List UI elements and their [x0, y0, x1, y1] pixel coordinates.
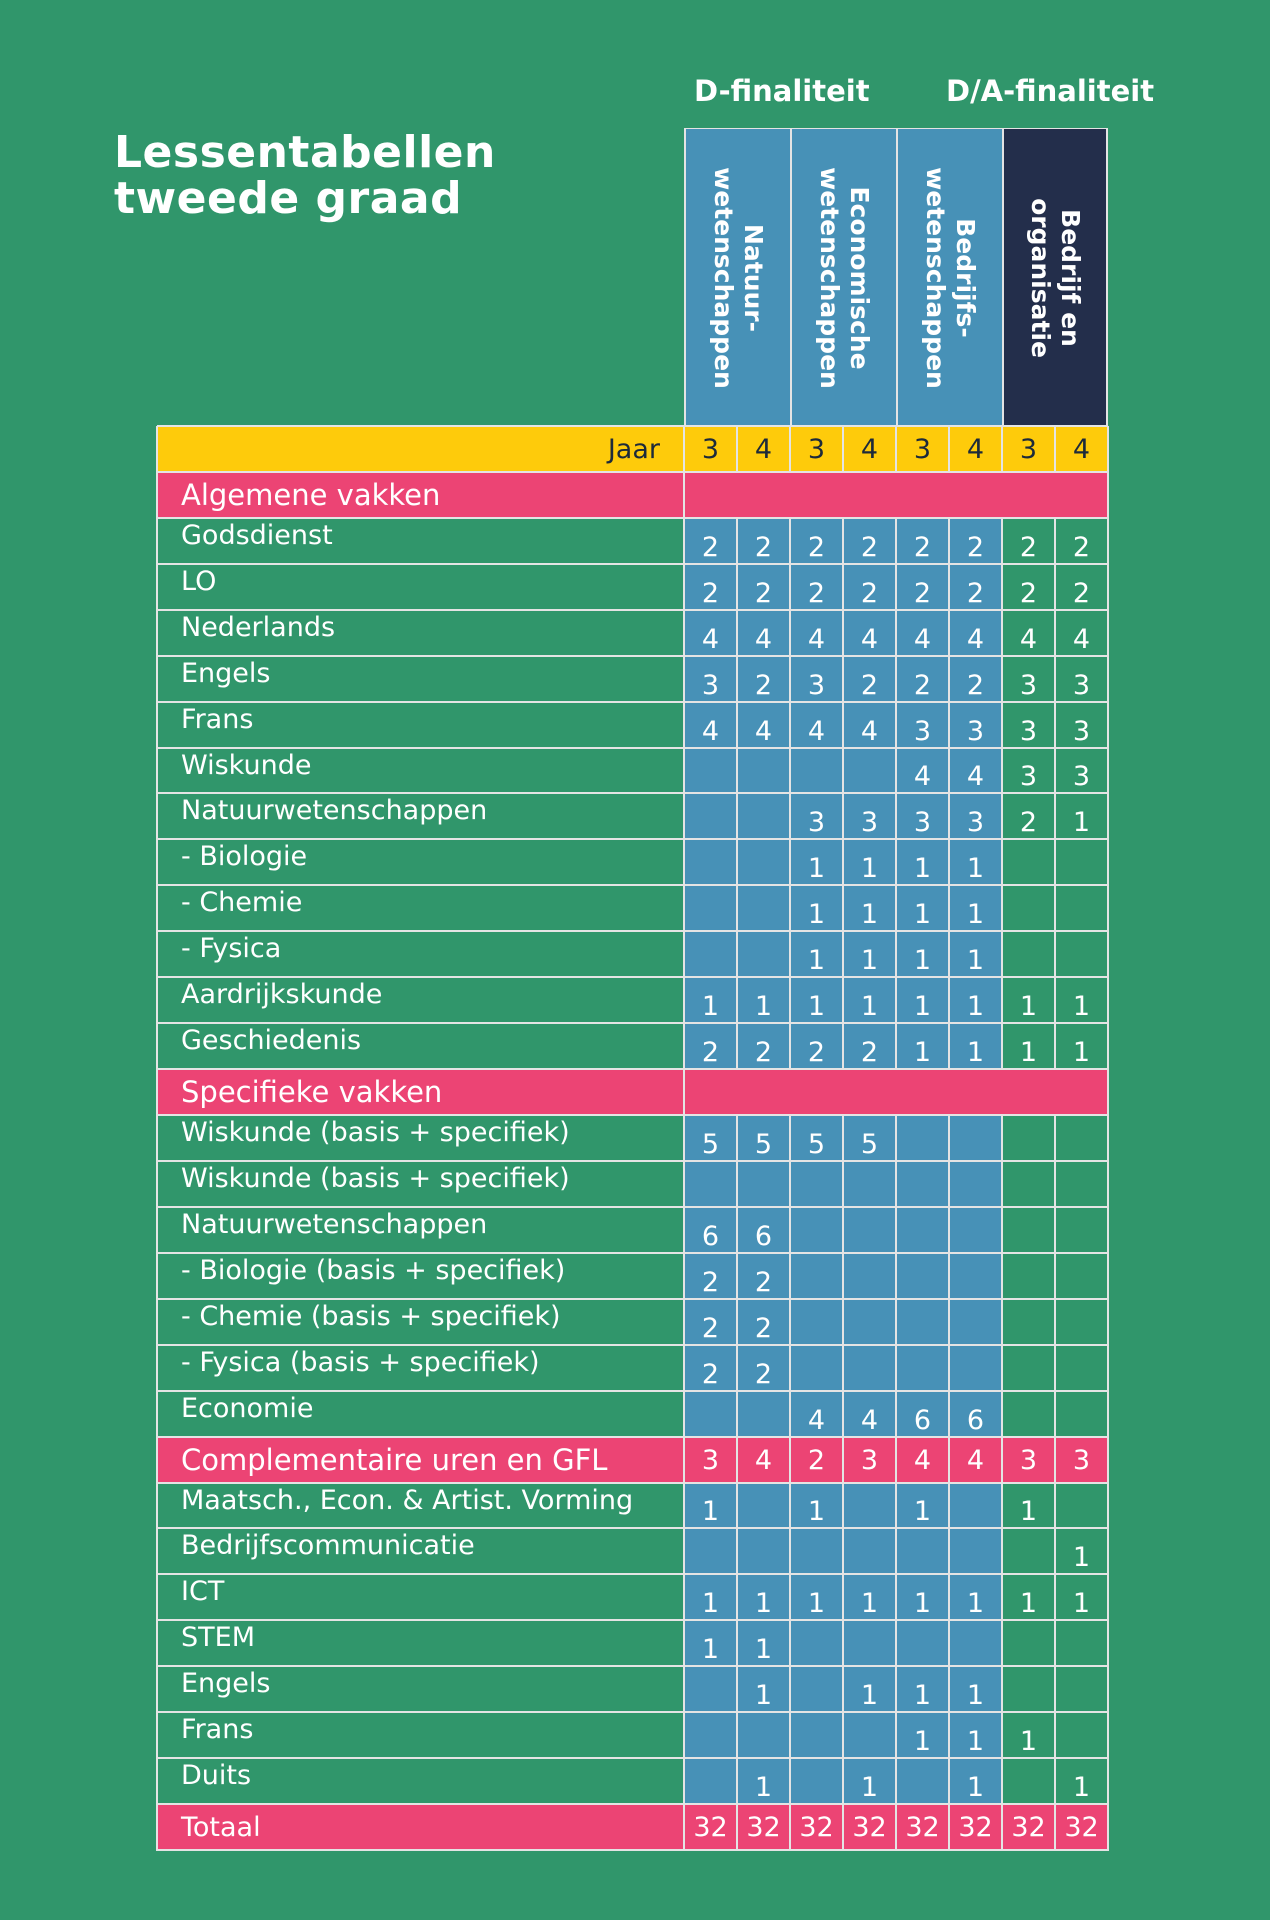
row-label: - Biologie: [181, 841, 308, 872]
page-title: [114, 127, 496, 224]
row-divider: [157, 1436, 1108, 1438]
table-row-year: [157, 426, 1108, 472]
table-cell: 2: [896, 656, 949, 708]
table-cell: 1: [684, 1574, 737, 1626]
table-cell: 4: [737, 702, 790, 754]
table-cell: 2: [1002, 518, 1055, 570]
column-header-text: [708, 129, 768, 426]
column-divider: [948, 426, 950, 1851]
row-label: Godsdienst: [181, 520, 333, 551]
table-cell: 6: [684, 1207, 737, 1259]
table-cell: 1: [896, 1023, 949, 1075]
table-row: [157, 1574, 1108, 1620]
row-label: STEM: [181, 1622, 255, 1653]
table-cell: 2: [1002, 564, 1055, 616]
table-cell: 2: [843, 1023, 896, 1075]
table-row: [157, 564, 1108, 610]
table-cell: 1: [896, 1483, 949, 1534]
row-label: Maatsch., Econ. & Artist. Vorming: [181, 1485, 634, 1516]
row-divider: [157, 1711, 1108, 1713]
row-label: Engels: [181, 658, 271, 689]
table-row: [157, 1253, 1108, 1299]
table-cell: 2: [737, 1345, 790, 1397]
table-row-total: [157, 1804, 1108, 1850]
table-cell: 1: [737, 977, 790, 1029]
table-cell: 4: [684, 702, 737, 754]
table-cell: 3: [896, 426, 949, 472]
table-cell: 3: [1055, 656, 1108, 708]
table-cell: 32: [737, 1804, 790, 1850]
table-row: [157, 1666, 1108, 1712]
table-cell: 1: [843, 839, 896, 891]
table-row: [157, 977, 1108, 1023]
table-cell: 1: [1055, 977, 1108, 1029]
table-cell: 1: [1002, 1483, 1055, 1534]
column-divider: [736, 426, 738, 1851]
table-cell: 2: [896, 564, 949, 616]
table-cell: 1: [896, 839, 949, 891]
table-cell: 2: [737, 1023, 790, 1075]
table-cell: 4: [1055, 426, 1108, 472]
table-cell: 2: [684, 1253, 737, 1305]
row-label: Wiskunde (basis + specifiek): [181, 1117, 570, 1148]
column-header-line1: Economische: [845, 185, 874, 370]
column-header-line1: Bedrijf en: [1056, 208, 1085, 347]
table-cell: 1: [1055, 793, 1108, 845]
table-cell: 1: [843, 931, 896, 983]
table-cell: 6: [896, 1391, 949, 1443]
table-cell: 4: [843, 1391, 896, 1443]
column-header-line2: wetenschappen: [709, 166, 738, 389]
table-row: [157, 748, 1108, 793]
table-cell: 4: [843, 426, 896, 472]
table-row: [157, 610, 1108, 656]
row-divider: [157, 1665, 1108, 1667]
row-divider: [157, 1803, 1108, 1805]
column-divider: [156, 426, 158, 1851]
table-row: [157, 1391, 1108, 1437]
table-cell: 1: [790, 977, 843, 1029]
table-row: [157, 839, 1108, 885]
row-label: Wiskunde: [181, 750, 312, 781]
table-cell: 3: [843, 793, 896, 845]
table-cell: 3: [790, 793, 843, 845]
table-cell: 4: [896, 1437, 949, 1483]
table-cell: 1: [896, 1712, 949, 1764]
table-cell: 4: [949, 426, 1002, 472]
table-cell: 1: [896, 1574, 949, 1626]
table-cell: 3: [790, 656, 843, 708]
table-cell: 4: [737, 610, 790, 662]
table-cell: 2: [684, 518, 737, 570]
table-row: [157, 656, 1108, 702]
table-cell: 1: [949, 1574, 1002, 1626]
column-header-line1: Natuur-: [739, 223, 768, 332]
section-span-bar: [685, 473, 1107, 517]
table-cell: 4: [1002, 610, 1055, 662]
row-label: Complementaire uren en GFL: [157, 1437, 684, 1483]
row-divider: [157, 1114, 1108, 1116]
table-cell: 1: [949, 1758, 1002, 1810]
row-label: Algemene vakken: [157, 472, 684, 518]
table-cell: 2: [843, 564, 896, 616]
row-divider: [157, 976, 1108, 978]
table-cell: 3: [1002, 426, 1055, 472]
table-row: [157, 1023, 1108, 1069]
row-label: Nederlands: [181, 612, 336, 643]
table-cell: 4: [1055, 610, 1108, 662]
table-cell: 2: [1055, 564, 1108, 616]
table-cell: 1: [949, 931, 1002, 983]
column-header-text: [920, 129, 980, 426]
table-cell: 2: [737, 1299, 790, 1351]
table-cell: 1: [949, 977, 1002, 1029]
table-cell: 3: [684, 656, 737, 708]
table-cell: 1: [843, 885, 896, 937]
row-divider: [157, 1390, 1108, 1392]
table-cell: 4: [737, 1437, 790, 1483]
table-cell: 3: [684, 1437, 737, 1483]
table-cell: 1: [684, 1483, 737, 1534]
row-divider: [157, 884, 1108, 886]
table-cell: 3: [1002, 748, 1055, 799]
table-cell: 2: [790, 1023, 843, 1075]
group-label-d-finaliteit: D-finaliteit: [694, 74, 870, 108]
page-title-line1: Lessentabellen: [114, 127, 496, 178]
table-cell: 2: [684, 1299, 737, 1351]
column-header-text: [814, 129, 874, 426]
table-row: [157, 1207, 1108, 1253]
page-title-line2: tweede graad: [114, 173, 463, 224]
table-row: [157, 1483, 1108, 1528]
table-cell: 1: [737, 1666, 790, 1718]
table-cell: 6: [737, 1207, 790, 1259]
table-cell: 4: [949, 1437, 1002, 1483]
table-cell: 1: [1002, 977, 1055, 1029]
table-row: [157, 1620, 1108, 1666]
row-label: - Chemie (basis + specifiek): [181, 1301, 561, 1332]
table-row: [157, 1115, 1108, 1161]
row-divider: [157, 1849, 1108, 1851]
table-cell: 3: [1002, 702, 1055, 754]
row-label: Frans: [181, 1714, 254, 1745]
row-label: Totaal: [157, 1804, 684, 1850]
table-cell: 3: [949, 702, 1002, 754]
row-label: - Fysica (basis + specifiek): [181, 1347, 540, 1378]
table-cell: 3: [1002, 656, 1055, 708]
row-label: Economie: [181, 1393, 314, 1424]
section-span-bar: [685, 1070, 1107, 1114]
row-label: Bedrijfscommunicatie: [181, 1530, 475, 1561]
table-cell: 1: [949, 839, 1002, 891]
table-cell: 4: [684, 610, 737, 662]
table-cell: 1: [896, 1666, 949, 1718]
table-cell: 1: [790, 1483, 843, 1534]
table-cell: 1: [843, 1574, 896, 1626]
table-cell: 1: [790, 885, 843, 937]
table-cell: 1: [1055, 1758, 1108, 1810]
table-cell: 2: [843, 518, 896, 570]
table-cell: 1: [896, 977, 949, 1029]
table-cell: 2: [949, 656, 1002, 708]
table-cell: 4: [843, 610, 896, 662]
row-label: LO: [181, 566, 217, 597]
row-divider: [157, 1573, 1108, 1575]
table-cell: 1: [1055, 1023, 1108, 1075]
table-cell: 1: [737, 1758, 790, 1810]
row-divider: [157, 1022, 1108, 1024]
column-header-line2: organisatie: [1026, 197, 1055, 358]
row-label: - Biologie (basis + specifiek): [181, 1255, 566, 1286]
column-header-4: [1002, 129, 1108, 426]
row-divider: [157, 838, 1108, 840]
table-cell: 2: [737, 656, 790, 708]
table-cell: 2: [843, 656, 896, 708]
table-cell: 1: [1055, 1528, 1108, 1580]
group-label-da-finaliteit: D/A-finaliteit: [946, 74, 1155, 108]
table-row: [157, 793, 1108, 839]
column-header-line2: wetenschappen: [815, 166, 844, 389]
table-cell: 1: [843, 977, 896, 1029]
column-divider: [895, 426, 897, 1851]
table-cell: 5: [737, 1115, 790, 1167]
row-divider: [157, 1527, 1108, 1529]
column-header-1: [684, 129, 790, 426]
row-divider: [157, 1298, 1108, 1300]
row-divider: [157, 1757, 1108, 1759]
table-cell: 2: [737, 518, 790, 570]
row-label: Natuurwetenschappen: [181, 795, 488, 826]
row-divider: [157, 701, 1108, 703]
table-row: [157, 885, 1108, 931]
table-cell: 1: [949, 885, 1002, 937]
row-label: Aardrijkskunde: [181, 979, 383, 1010]
column-header-2: [790, 129, 896, 426]
table-cell: 3: [684, 426, 737, 472]
table-cell: 6: [949, 1391, 1002, 1443]
table-cell: 1: [684, 977, 737, 1029]
table-cell: 2: [896, 518, 949, 570]
table-cell: 1: [843, 1666, 896, 1718]
table-cell: 2: [684, 1345, 737, 1397]
table-row: [157, 1712, 1108, 1758]
table-cell: 1: [949, 1666, 1002, 1718]
table-cell: 3: [1002, 1437, 1055, 1483]
row-divider: [157, 563, 1108, 565]
table-cell: 4: [790, 610, 843, 662]
table-cell: 1: [896, 931, 949, 983]
row-label: Jaar: [157, 426, 684, 472]
row-divider: [157, 517, 1108, 519]
column-header-3: [896, 129, 1002, 426]
table-cell: 32: [896, 1804, 949, 1850]
column-divider: [1001, 426, 1003, 1851]
table-cell: 1: [1002, 1712, 1055, 1764]
table-cell: 32: [684, 1804, 737, 1850]
table-cell: 4: [896, 748, 949, 799]
table-cell: 1: [1002, 1023, 1055, 1075]
table-row: [157, 518, 1108, 564]
table-cell: 32: [1002, 1804, 1055, 1850]
table-cell: 4: [790, 702, 843, 754]
table-cell: 5: [790, 1115, 843, 1167]
table-cell: 1: [790, 931, 843, 983]
row-label: - Fysica: [181, 933, 282, 964]
table-cell: 3: [896, 793, 949, 845]
row-divider: [157, 1160, 1108, 1162]
table-cell: 2: [684, 564, 737, 616]
table-cell: 2: [790, 1437, 843, 1483]
column-header-line2: wetenschappen: [921, 166, 950, 389]
table-cell: 2: [684, 1023, 737, 1075]
column-divider: [842, 426, 844, 1851]
table-cell: 2: [790, 518, 843, 570]
table-cell: 3: [790, 426, 843, 472]
row-divider: [157, 1482, 1108, 1484]
row-label: Natuurwetenschappen: [181, 1209, 488, 1240]
row-label: Specifieke vakken: [157, 1069, 684, 1115]
table-cell: 1: [949, 1712, 1002, 1764]
table-cell: 3: [1055, 748, 1108, 799]
table-row: [157, 1299, 1108, 1345]
table-cell: 1: [737, 1620, 790, 1672]
table-cell: 4: [790, 1391, 843, 1443]
table-row: [157, 931, 1108, 977]
table-cell: 3: [896, 702, 949, 754]
table-cell: 1: [1055, 1574, 1108, 1626]
row-label: ICT: [181, 1576, 225, 1607]
row-divider: [157, 747, 1108, 749]
table-cell: 1: [790, 1574, 843, 1626]
table-cell: 32: [1055, 1804, 1108, 1850]
row-divider: [157, 655, 1108, 657]
table-cell: 1: [1002, 1574, 1055, 1626]
table-cell: 2: [790, 564, 843, 616]
table-cell: 5: [684, 1115, 737, 1167]
row-divider: [157, 1619, 1108, 1621]
column-divider: [1107, 426, 1109, 1851]
table-cell: 1: [843, 1758, 896, 1810]
table-cell: 4: [896, 610, 949, 662]
table-cell: 2: [1002, 793, 1055, 845]
table-cell: 3: [1055, 1437, 1108, 1483]
row-label: Engels: [181, 1668, 271, 1699]
column-divider: [1054, 426, 1056, 1851]
row-label: Frans: [181, 704, 254, 735]
table-cell: 3: [843, 1437, 896, 1483]
column-divider: [683, 426, 685, 1851]
table-row: [157, 1345, 1108, 1391]
table-row: [157, 1528, 1108, 1574]
table-cell: 1: [737, 1574, 790, 1626]
row-divider: [157, 792, 1108, 794]
row-label: - Chemie: [181, 887, 303, 918]
table-cell: 4: [949, 610, 1002, 662]
row-divider: [157, 1344, 1108, 1346]
table-row: [157, 1758, 1108, 1804]
table-cell: 2: [949, 564, 1002, 616]
table-cell: 32: [949, 1804, 1002, 1850]
table-cell: 4: [737, 426, 790, 472]
table-cell: 32: [843, 1804, 896, 1850]
table-cell: 4: [949, 748, 1002, 799]
table-cell: 3: [1055, 702, 1108, 754]
table-cell: 2: [737, 564, 790, 616]
table-cell: 5: [843, 1115, 896, 1167]
table-cell: 1: [896, 885, 949, 937]
row-divider: [157, 1252, 1108, 1254]
table-cell: 2: [737, 1253, 790, 1305]
table-cell: 2: [1055, 518, 1108, 570]
table-cell: 2: [949, 518, 1002, 570]
table-cell: 4: [843, 702, 896, 754]
row-divider: [157, 1206, 1108, 1208]
row-divider: [157, 609, 1108, 611]
table-row-section: [157, 1437, 1108, 1483]
table-cell: 1: [790, 839, 843, 891]
table-row: [157, 702, 1108, 748]
table-cell: 3: [949, 793, 1002, 845]
table-cell: 32: [790, 1804, 843, 1850]
column-header-text: [1025, 129, 1085, 426]
table-cell: 1: [949, 1023, 1002, 1075]
row-divider: [157, 425, 1108, 427]
row-label: Duits: [181, 1760, 252, 1791]
column-divider: [789, 426, 791, 1851]
row-divider: [157, 930, 1108, 932]
row-label: Wiskunde (basis + specifiek): [181, 1163, 570, 1194]
column-header-line1: Bedrijfs-: [951, 217, 980, 338]
table-cell: 1: [684, 1620, 737, 1672]
table-row: [157, 1161, 1108, 1207]
row-label: Geschiedenis: [181, 1025, 362, 1056]
